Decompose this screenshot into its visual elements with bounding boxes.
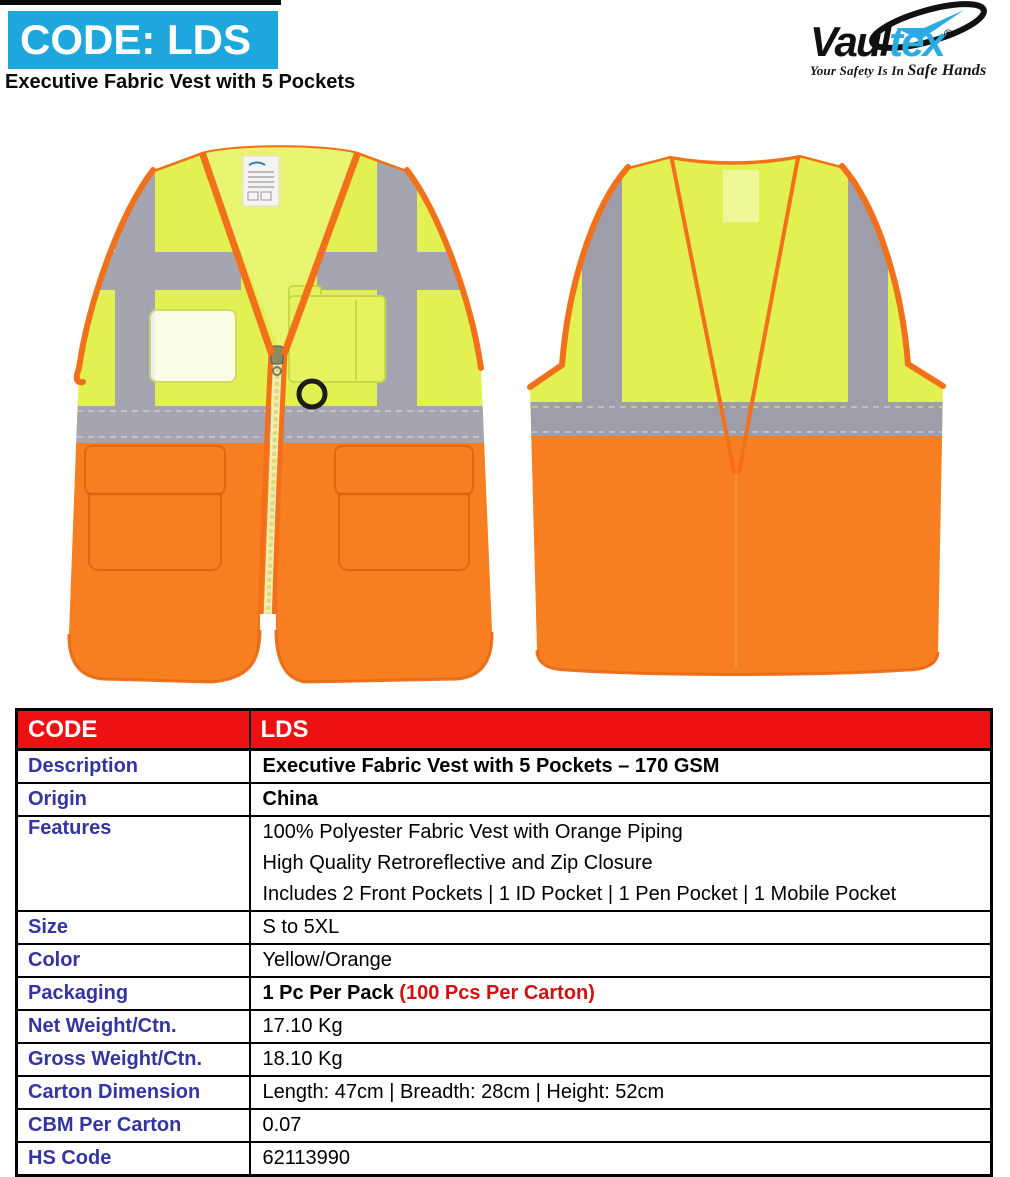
back-vest-body xyxy=(510,140,960,690)
spec-table xyxy=(15,708,993,1177)
back-inner-tag xyxy=(723,170,759,222)
spec-row-size xyxy=(17,911,992,944)
spec-row-packaging xyxy=(17,977,992,1010)
row-label: Carton Dimension xyxy=(17,1076,250,1109)
front-chest-stripe-left xyxy=(65,252,241,290)
spec-row-description xyxy=(17,750,992,784)
spec-row-origin xyxy=(17,783,992,816)
vaultex-logo xyxy=(810,2,1010,84)
row-label: CBM Per Carton xyxy=(17,1109,250,1142)
spec-row-carton-dimension xyxy=(17,1076,992,1109)
packaging-main: 1 Pc Per Pack xyxy=(262,982,400,1004)
packaging-carton-note: (100 Pcs Per Carton) xyxy=(399,982,595,1004)
row-label: Size xyxy=(17,911,250,944)
vest-front-image xyxy=(55,140,505,690)
row-value: 18.10 Kg xyxy=(250,1043,992,1076)
spec-row-features xyxy=(17,816,992,911)
row-label: Color xyxy=(17,944,250,977)
spec-row-hs-code xyxy=(17,1142,992,1176)
id-pocket-window xyxy=(150,310,236,382)
feature-line: High Quality Retroreflective and Zip Closure xyxy=(262,852,653,874)
row-value: Yellow/Orange xyxy=(250,944,992,977)
front-pocket-left-flap xyxy=(85,446,225,494)
row-value: 62113990 xyxy=(250,1142,992,1176)
spec-row-color xyxy=(17,944,992,977)
spec-row-gross-weight xyxy=(17,1043,992,1076)
spec-row-cbm xyxy=(17,1109,992,1142)
row-label: Packaging xyxy=(17,977,250,1010)
row-value: S to 5XL xyxy=(250,911,992,944)
feature-line: 100% Polyester Fabric Vest with Orange Piping xyxy=(262,821,683,843)
row-label: Origin xyxy=(17,783,250,816)
registered-mark: ® xyxy=(943,27,953,41)
front-chest-stripe-right xyxy=(317,252,497,290)
spec-table-header-row xyxy=(17,710,992,750)
row-value: Executive Fabric Vest with 5 Pockets – 170 GSM xyxy=(250,750,992,784)
row-value: 0.07 xyxy=(250,1109,992,1142)
vest-back-image xyxy=(510,140,960,690)
row-value: 17.10 Kg xyxy=(250,1010,992,1043)
row-label: HS Code xyxy=(17,1142,250,1176)
header-lds-cell: LDS xyxy=(250,710,992,750)
neck-label xyxy=(243,156,279,206)
row-label: Gross Weight/Ctn. xyxy=(17,1043,250,1076)
row-label: Net Weight/Ctn. xyxy=(17,1010,250,1043)
product-subtitle: Executive Fabric Vest with 5 Pockets xyxy=(5,71,356,93)
top-black-bar xyxy=(0,0,281,5)
header-code-cell: CODE xyxy=(17,710,250,750)
row-value: China xyxy=(250,783,992,816)
front-pocket-right-flap xyxy=(335,446,473,494)
row-value: Length: 47cm | Breadth: 28cm | Height: 52cm xyxy=(250,1076,992,1109)
spec-row-net-weight xyxy=(17,1010,992,1043)
logo-wordmark: Vaultex® xyxy=(810,18,953,65)
row-value xyxy=(250,816,992,911)
row-value xyxy=(250,977,992,1010)
row-label: Description xyxy=(17,750,250,784)
logo-tagline: Your Safety Is In Safe Hands xyxy=(810,62,987,79)
feature-line: Includes 2 Front Pockets | 1 ID Pocket | 1 Pen Pocket | 1 Mobile Pocket xyxy=(262,883,897,905)
code-badge: CODE: LDS xyxy=(8,11,278,69)
row-label: Features xyxy=(17,816,250,911)
